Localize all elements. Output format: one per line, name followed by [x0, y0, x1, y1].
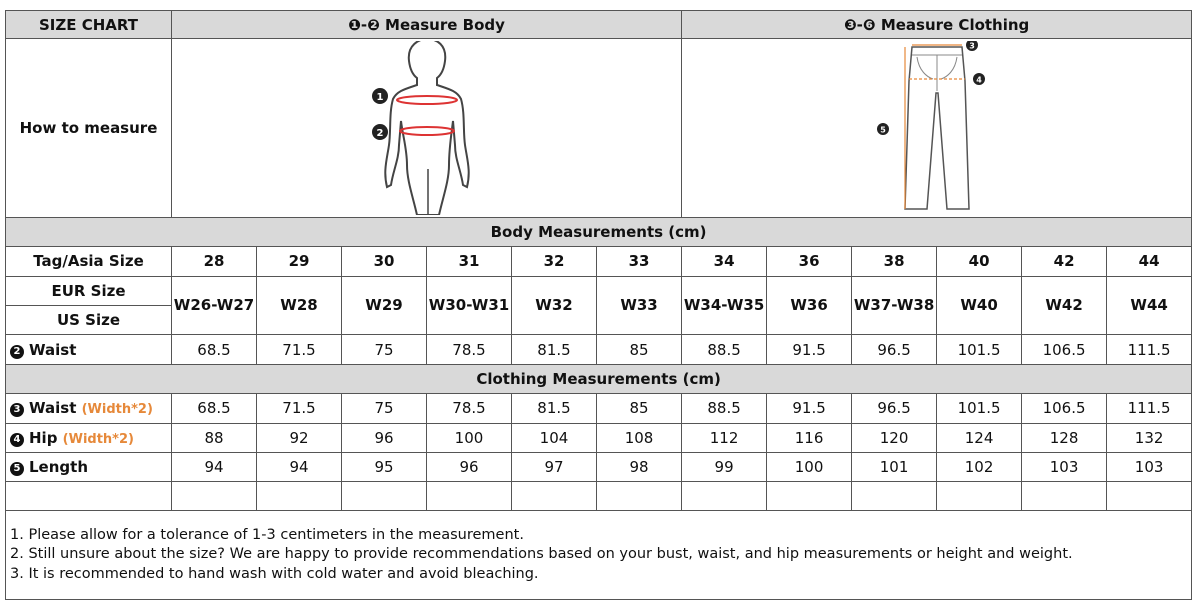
hip-cell: 120	[852, 423, 937, 452]
empty-cell	[852, 482, 937, 510]
cloth-waist-cell: 91.5	[767, 394, 852, 423]
body-marker-1: 1	[376, 92, 384, 104]
eur-us-size-cell: W33	[597, 276, 682, 335]
cloth-waist-cell: 78.5	[427, 394, 512, 423]
eur-us-size-cell: W44	[1107, 276, 1192, 335]
hip-cell: 112	[682, 423, 767, 452]
length-cell: 96	[427, 452, 512, 481]
length-cell: 97	[512, 452, 597, 481]
number-5-badge: 5	[10, 462, 24, 476]
note-line: 2. Still unsure about the size? We are happy to provide recommendations based on your bust, waist, and hip measurements or height and weight.	[10, 546, 1073, 563]
eur-us-size-cell: W32	[512, 276, 597, 335]
tag-size-cell: 34	[682, 247, 767, 276]
length-row	[6, 452, 1192, 481]
pants-diagram-icon	[867, 41, 1007, 215]
hip-cell: 128	[1022, 423, 1107, 452]
eur-us-size-cell: W40	[937, 276, 1022, 335]
body-waist-text: Waist	[29, 340, 77, 359]
empty-cell	[6, 482, 172, 510]
body-measurements-title: Body Measurements (cm)	[6, 217, 1192, 246]
cloth-waist-note: (Width*2)	[81, 402, 153, 418]
body-waist-cell: 75	[342, 335, 427, 364]
clothing-section-row	[6, 364, 1192, 393]
body-waist-cell: 85	[597, 335, 682, 364]
body-waist-label	[6, 335, 172, 364]
size-chart-table	[5, 10, 1192, 600]
tag-size-row	[6, 247, 1192, 276]
number-4-badge: 4	[10, 433, 24, 447]
eur-us-size-cell: W37-W38	[852, 276, 937, 335]
cloth-waist-cell: 88.5	[682, 394, 767, 423]
hip-cell: 108	[597, 423, 682, 452]
clothing-measurements-title: Clothing Measurements (cm)	[6, 364, 1192, 393]
body-waist-cell: 71.5	[257, 335, 342, 364]
length-cell: 103	[1107, 452, 1192, 481]
hip-cell: 116	[767, 423, 852, 452]
empty-cell	[682, 482, 767, 510]
cloth-waist-cell: 81.5	[512, 394, 597, 423]
clothing-diagram-cell	[682, 39, 1192, 217]
measure-clothing-prefix: ❸-❻	[843, 15, 876, 34]
body-silhouette-icon	[357, 41, 497, 215]
body-waist-cell: 78.5	[427, 335, 512, 364]
length-cell: 94	[257, 452, 342, 481]
tag-size-cell: 32	[512, 247, 597, 276]
eur-us-size-cell: W36	[767, 276, 852, 335]
hip-cell: 96	[342, 423, 427, 452]
eur-size-row	[6, 276, 1192, 305]
tag-size-cell: 42	[1022, 247, 1107, 276]
hip-cell: 92	[257, 423, 342, 452]
empty-cell	[767, 482, 852, 510]
diagram-row	[6, 39, 1192, 217]
length-label	[6, 452, 172, 481]
length-cell: 102	[937, 452, 1022, 481]
hip-cell: 88	[172, 423, 257, 452]
tag-size-cell: 40	[937, 247, 1022, 276]
body-waist-cell: 91.5	[767, 335, 852, 364]
length-cell: 101	[852, 452, 937, 481]
eur-us-size-cell: W29	[342, 276, 427, 335]
clothing-marker-4: 4	[975, 75, 982, 85]
clothing-marker-3: 3	[968, 41, 975, 51]
eur-us-size-cell: W42	[1022, 276, 1107, 335]
empty-cell	[1022, 482, 1107, 510]
cloth-waist-cell: 68.5	[172, 394, 257, 423]
eur-size-label: EUR Size	[6, 276, 172, 305]
length-cell: 100	[767, 452, 852, 481]
tag-size-cell: 29	[257, 247, 342, 276]
cloth-waist-label	[6, 394, 172, 423]
cloth-waist-cell: 106.5	[1022, 394, 1107, 423]
length-cell: 103	[1022, 452, 1107, 481]
cloth-waist-cell: 85	[597, 394, 682, 423]
hip-text: Hip	[29, 428, 58, 447]
hip-note: (Width*2)	[62, 431, 134, 447]
cloth-waist-cell: 71.5	[257, 394, 342, 423]
measure-body-header	[172, 11, 682, 39]
length-cell: 95	[342, 452, 427, 481]
measure-body-label: Measure Body	[385, 15, 505, 34]
number-3-badge: 3	[10, 403, 24, 417]
body-waist-cell: 81.5	[512, 335, 597, 364]
length-text: Length	[29, 458, 88, 477]
eur-us-size-cell: W28	[257, 276, 342, 335]
cloth-waist-row	[6, 394, 1192, 423]
clothing-marker-5: 5	[879, 125, 886, 135]
measure-clothing-header	[682, 11, 1192, 39]
note-line: 1. Please allow for a tolerance of 1-3 centimeters in the measurement.	[10, 526, 524, 543]
note-line: 3. It is recommended to hand wash with cold water and avoid bleaching.	[10, 565, 539, 582]
tag-size-label: Tag/Asia Size	[6, 247, 172, 276]
empty-row	[6, 482, 1192, 510]
tag-size-cell: 31	[427, 247, 512, 276]
hip-label	[6, 423, 172, 452]
hip-cell: 104	[512, 423, 597, 452]
cloth-waist-cell: 111.5	[1107, 394, 1192, 423]
hip-row	[6, 423, 1192, 452]
eur-us-size-cell: W30-W31	[427, 276, 512, 335]
number-2-badge: 2	[10, 345, 24, 359]
empty-cell	[1107, 482, 1192, 510]
cloth-waist-cell: 75	[342, 394, 427, 423]
empty-cell	[427, 482, 512, 510]
body-section-row	[6, 217, 1192, 246]
body-waist-cell: 111.5	[1107, 335, 1192, 364]
body-waist-cell: 68.5	[172, 335, 257, 364]
size-chart-title: SIZE CHART	[6, 11, 172, 39]
eur-us-size-cell: W34-W35	[682, 276, 767, 335]
tag-size-cell: 36	[767, 247, 852, 276]
tag-size-cell: 38	[852, 247, 937, 276]
body-waist-cell: 96.5	[852, 335, 937, 364]
tag-size-cell: 44	[1107, 247, 1192, 276]
body-waist-row	[6, 335, 1192, 364]
how-to-measure-label: How to measure	[6, 39, 172, 217]
body-waist-cell: 106.5	[1022, 335, 1107, 364]
tag-size-cell: 33	[597, 247, 682, 276]
header-row	[6, 11, 1192, 39]
length-cell: 99	[682, 452, 767, 481]
body-marker-2: 2	[376, 128, 384, 140]
eur-us-size-cell: W26-W27	[172, 276, 257, 335]
empty-cell	[597, 482, 682, 510]
us-size-label: US Size	[6, 305, 172, 334]
length-cell: 98	[597, 452, 682, 481]
notes-row	[6, 510, 1192, 599]
cloth-waist-text: Waist	[29, 399, 77, 418]
empty-cell	[172, 482, 257, 510]
tag-size-cell: 30	[342, 247, 427, 276]
tag-size-cell: 28	[172, 247, 257, 276]
cloth-waist-cell: 101.5	[937, 394, 1022, 423]
empty-cell	[512, 482, 597, 510]
hip-cell: 100	[427, 423, 512, 452]
hip-cell: 132	[1107, 423, 1192, 452]
empty-cell	[342, 482, 427, 510]
cloth-waist-cell: 96.5	[852, 394, 937, 423]
length-cell: 94	[172, 452, 257, 481]
body-diagram-cell	[172, 39, 682, 217]
body-waist-cell: 101.5	[937, 335, 1022, 364]
measure-clothing-label: Measure Clothing	[880, 15, 1030, 34]
hip-cell: 124	[937, 423, 1022, 452]
empty-cell	[937, 482, 1022, 510]
empty-cell	[257, 482, 342, 510]
notes-cell	[6, 510, 1192, 599]
measure-body-prefix: ❶-❷	[348, 15, 380, 34]
body-waist-cell: 88.5	[682, 335, 767, 364]
